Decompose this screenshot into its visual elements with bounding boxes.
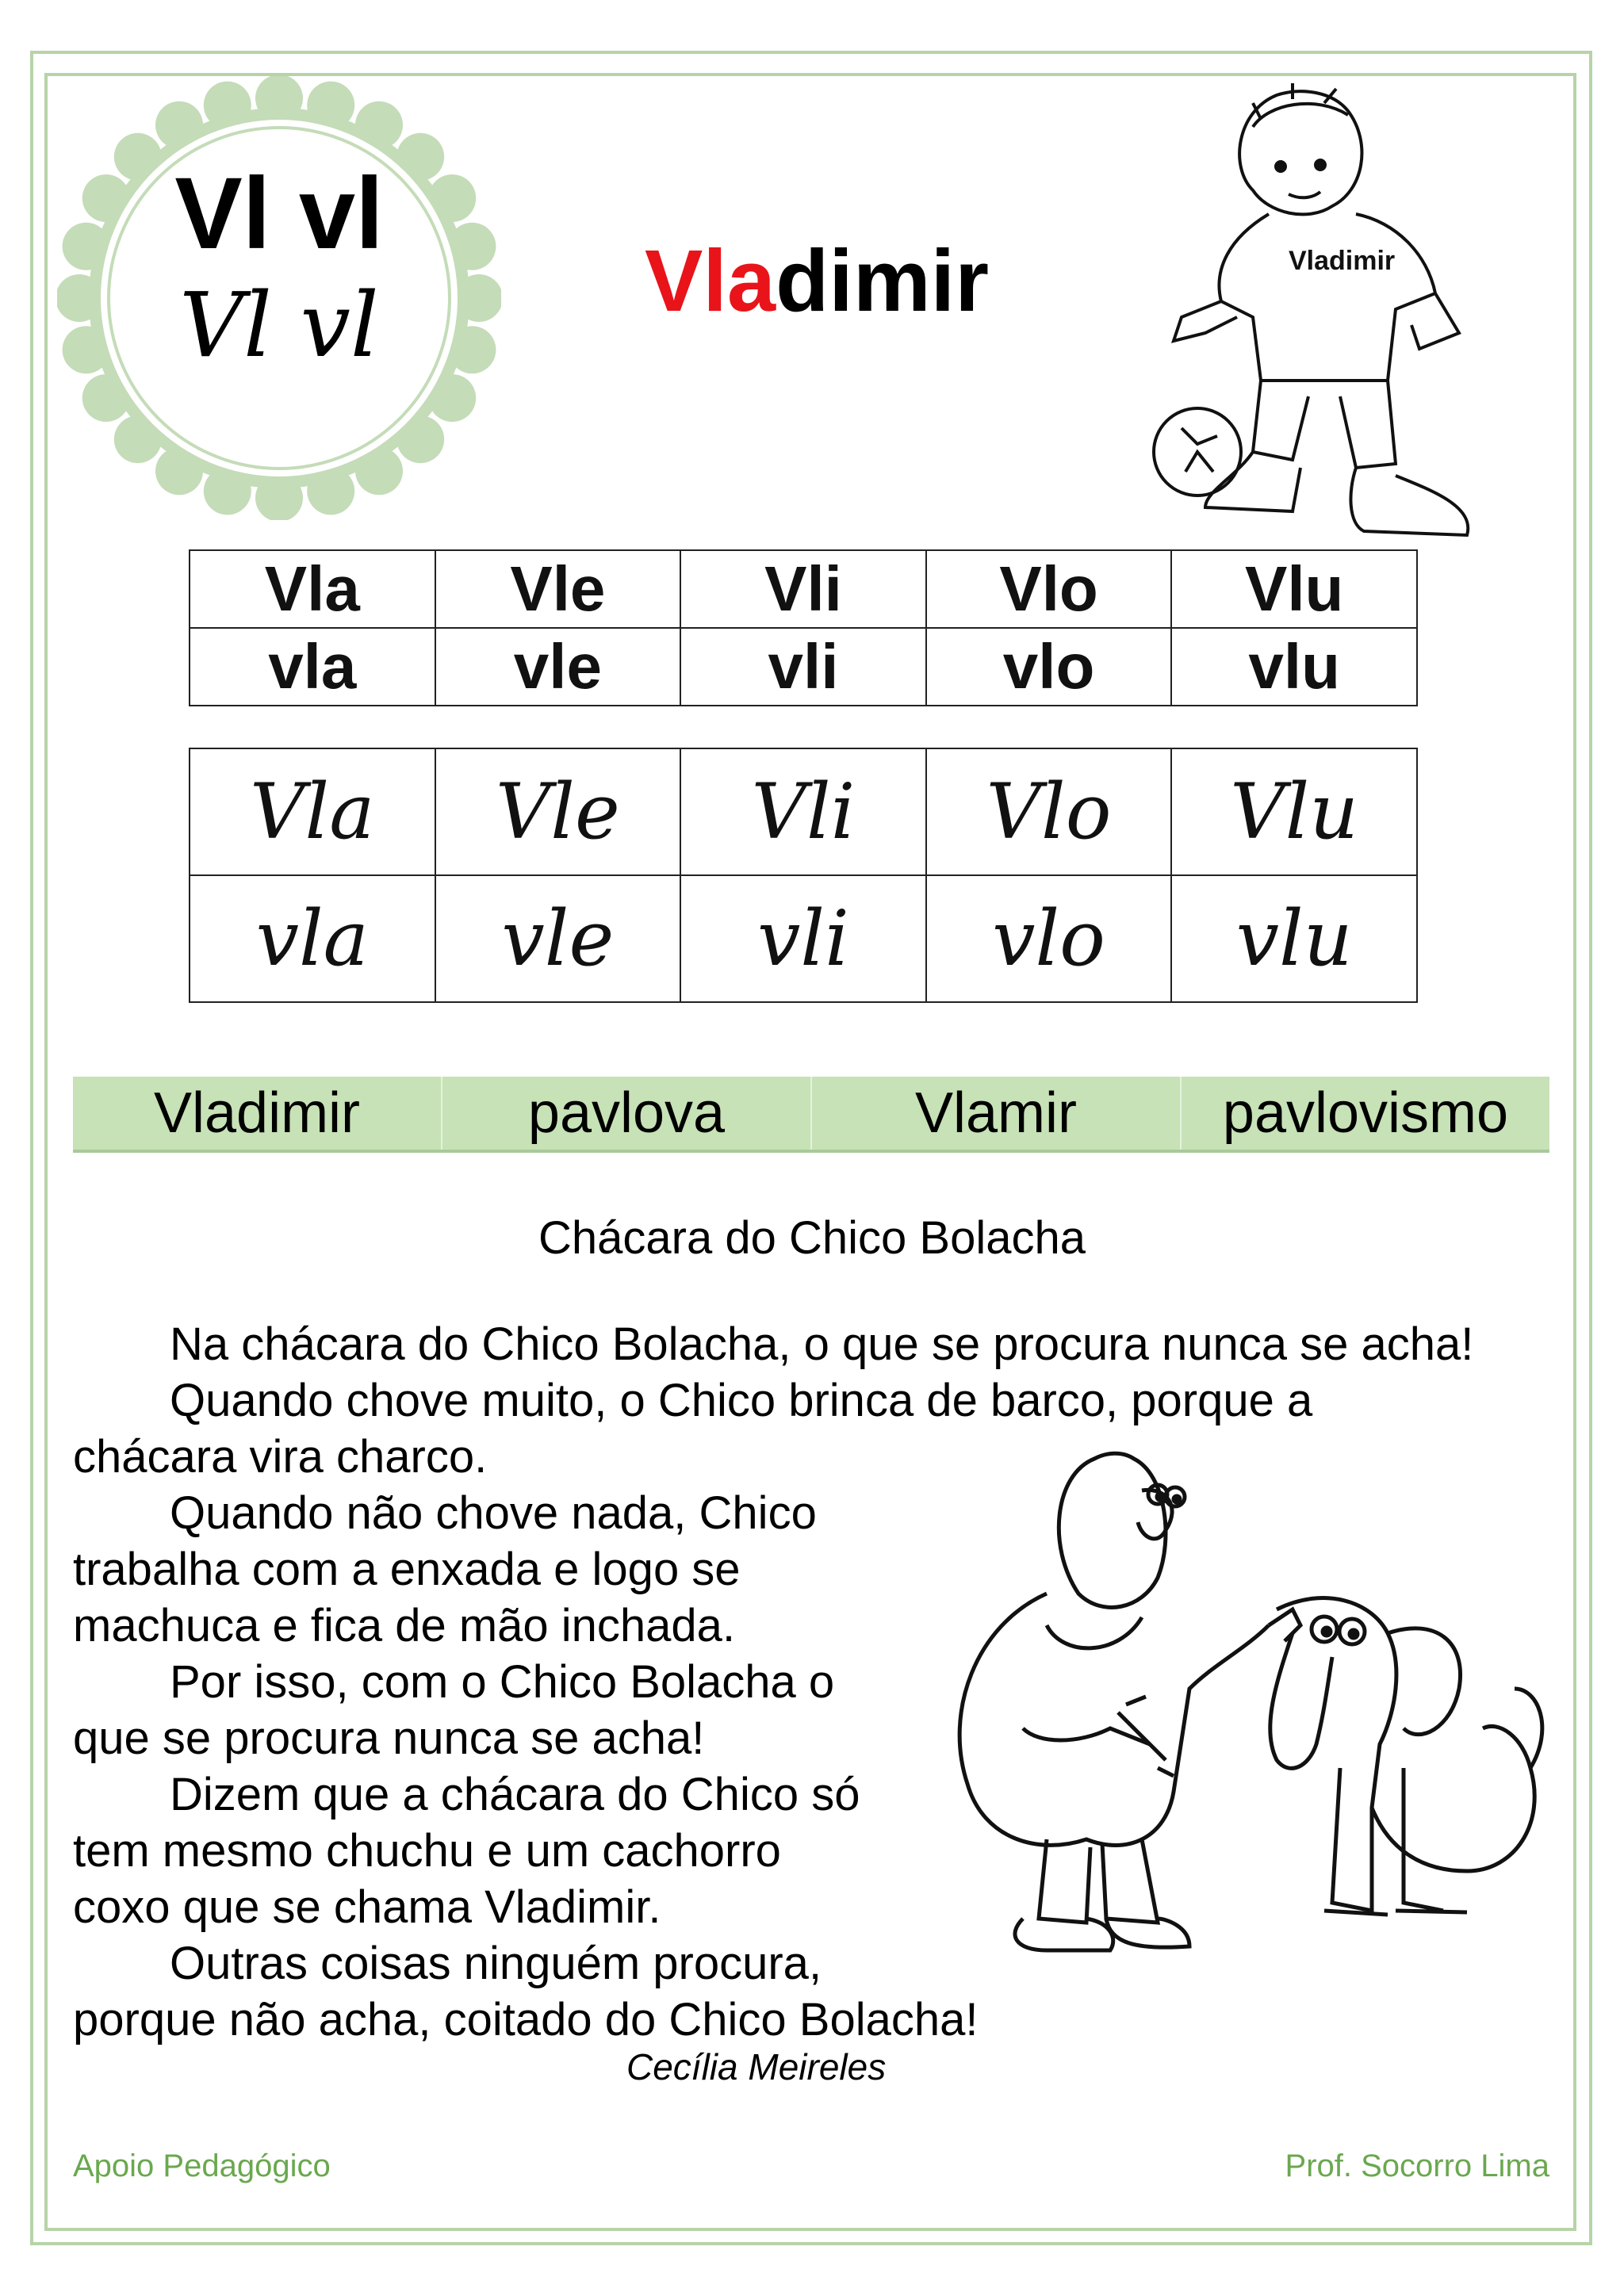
word-item: pavlovismo: [1222, 1081, 1509, 1145]
syllable-cell: vli: [680, 628, 926, 706]
syllable-cell: Vli: [680, 550, 926, 628]
word-list-bar: [73, 1077, 1549, 1150]
poem-line: Outras coisas ninguém procura,: [170, 1938, 822, 1989]
poem-line: que se procura nunca se acha!: [73, 1712, 705, 1764]
badge-cursive-letters: Vl vl: [179, 274, 379, 377]
syllable-cell: vla: [190, 875, 435, 1002]
poem-line: Quando chove muito, o Chico brinca de barco, porque a: [170, 1375, 1313, 1426]
title-rest: dimir: [776, 232, 990, 330]
poem-line: Dizem que a chácara do Chico só: [170, 1769, 860, 1820]
syllable-cell: Vla: [190, 550, 435, 628]
syllable-cell: vlu: [1171, 875, 1417, 1002]
badge-print-letters: Vl vl: [174, 157, 384, 270]
poem-line: coxo que se chama Vladimir.: [73, 1881, 661, 1933]
table-row: [190, 628, 1417, 706]
print-syllable-table: [189, 549, 1418, 706]
poem-line: Na chácara do Chico Bolacha, o que se procura nunca se acha!: [170, 1318, 1474, 1370]
poem-line: Por isso, com o Chico Bolacha o: [170, 1656, 835, 1708]
footer-right-label: Prof. Socorro Lima: [1285, 2149, 1549, 2183]
syllable-cell: Vla: [190, 748, 435, 875]
man-and-dog-illustration: [928, 1427, 1562, 1998]
word-item: Vlamir: [812, 1077, 1182, 1150]
syllable-cell: vli: [680, 875, 926, 1002]
poem-line: tem mesmo chuchu e um cachorro: [73, 1825, 781, 1877]
syllable-cell: Vli: [680, 748, 926, 875]
syllable-cell: Vlu: [1171, 550, 1417, 628]
syllable-cell: vle: [435, 875, 681, 1002]
syllable-cell: vlo: [926, 875, 1172, 1002]
poem-line: trabalha com a enxada e logo se: [73, 1544, 741, 1595]
boy-soccer-illustration: [1134, 79, 1515, 555]
title-highlight: Vla: [644, 232, 776, 330]
letter-badge: [57, 76, 501, 520]
poem-line: machuca e fica de mão inchada.: [73, 1600, 736, 1651]
footer-left-label: Apoio Pedagógico: [73, 2149, 331, 2183]
syllable-cell: Vle: [435, 748, 681, 875]
page-title: [539, 232, 1094, 330]
syllable-cell: vlu: [1171, 628, 1417, 706]
boy-shirt-label: Vladimir: [1289, 246, 1396, 276]
cursive-syllable-table: [189, 748, 1418, 1003]
syllable-cell: vla: [190, 628, 435, 706]
table-row: [190, 550, 1417, 628]
syllable-cell: Vle: [435, 550, 681, 628]
poem-author: Cecília Meireles: [626, 2046, 887, 2087]
word-item: Vladimir: [73, 1077, 442, 1150]
syllable-cell: Vlo: [926, 550, 1172, 628]
table-row: [190, 748, 1417, 875]
syllable-cell: Vlu: [1171, 748, 1417, 875]
word-item: pavlova: [442, 1077, 812, 1150]
syllable-cell: vle: [435, 628, 681, 706]
poem-line: Quando não chove nada, Chico: [170, 1487, 817, 1539]
table-row: [190, 875, 1417, 1002]
poem-title: Chácara do Chico Bolacha: [538, 1212, 1086, 1264]
poem-line: chácara vira charco.: [73, 1431, 488, 1483]
syllable-cell: vlo: [926, 628, 1172, 706]
syllable-cell: Vlo: [926, 748, 1172, 875]
poem-line: porque não acha, coitado do Chico Bolacha!: [73, 1994, 979, 2045]
